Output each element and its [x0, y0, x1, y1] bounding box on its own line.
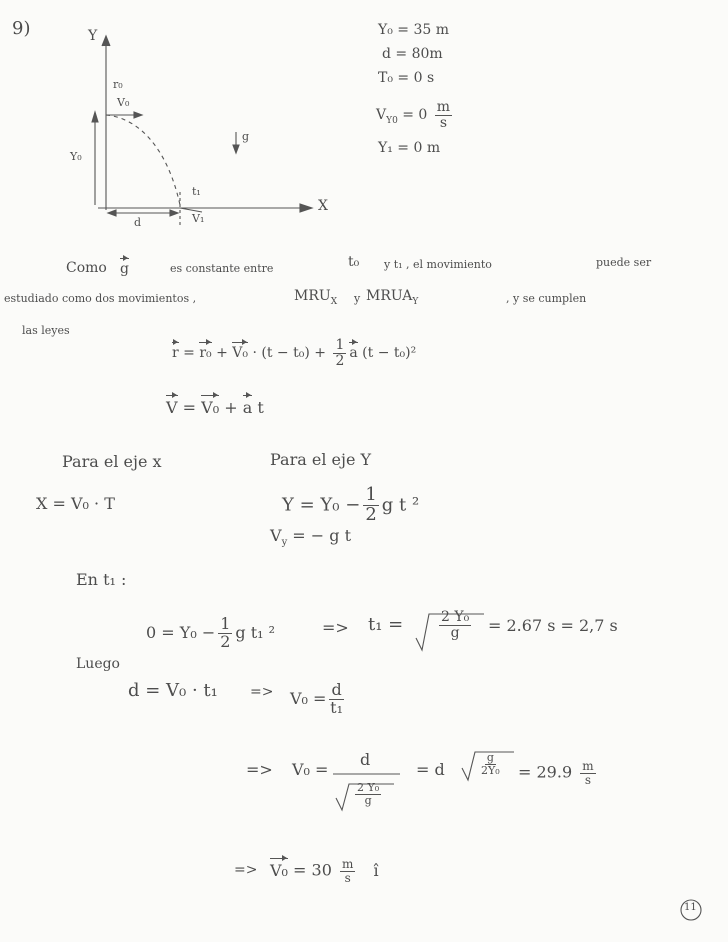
arrow-1: =>: [322, 618, 349, 637]
given-y0: Y₀ = 35 m: [378, 22, 450, 38]
law2-plus: +: [219, 398, 243, 417]
text-mru-label: MRU: [294, 288, 331, 304]
t1-value: = 2.67 s = 2,7 s: [488, 616, 618, 635]
arrow-3: =>: [246, 760, 273, 779]
law1-r0: r₀: [199, 345, 212, 362]
eq-a: 0 = Y₀ −: [146, 622, 216, 642]
text-mrua-label: MRUA: [366, 288, 413, 304]
text-mrua-sub: Y: [412, 296, 419, 307]
law2-v: V: [166, 398, 178, 417]
eq-d: = d: [416, 760, 445, 779]
law1-half-num: 1: [335, 337, 345, 353]
diagram-g-label: g: [242, 130, 250, 143]
diagram-y-axis-label: Y: [88, 28, 98, 44]
law1-a: a: [349, 345, 358, 362]
eq-half: [218, 616, 232, 651]
text-y: y: [354, 292, 361, 305]
t1-sqrt-fraction: [436, 610, 474, 640]
small-sqrt-den: 2Y₀: [481, 763, 500, 777]
given-vy0-unit-num: m: [436, 99, 451, 115]
y0-height-arrowhead: [92, 112, 98, 122]
text-se-cumplen: , y se cumplen: [506, 292, 587, 305]
big-sqrt-num: 2 Y₀: [357, 781, 380, 794]
v0-value: [518, 760, 599, 786]
final-direction: î: [373, 860, 379, 880]
vy-equation: [270, 526, 351, 548]
text-mru: [294, 288, 337, 307]
text-g-vector: g: [120, 261, 129, 277]
x-axis-equation: X = V₀ · T: [36, 494, 115, 513]
text-t0: t₀: [348, 254, 360, 270]
law2-eq: =: [177, 398, 202, 417]
text-puede-ser: puede ser: [596, 256, 652, 269]
arrow-2: =>: [250, 684, 274, 700]
text-es-constante: es constante entre: [170, 262, 274, 275]
given-vy0: [376, 100, 455, 130]
text-mru-sub: X: [330, 296, 338, 307]
v0-lhs: V₀ =: [290, 688, 327, 708]
law1-tail: (t − t₀)²: [357, 345, 417, 362]
final-unit-den: s: [344, 870, 351, 885]
law1-r: r: [172, 345, 179, 362]
big-sqrt-inner: [355, 782, 381, 806]
t1-lhs: t₁ =: [368, 614, 404, 635]
v0-frac-num: d: [331, 680, 342, 699]
y-axis-title: Para el eje Y: [270, 450, 372, 469]
t1-sqrt-den: g: [450, 624, 460, 641]
law1-half: [333, 338, 346, 368]
given-vy0-eq: = 0: [397, 107, 428, 124]
given-vy0-unit: [435, 100, 452, 130]
v0-arrowhead: [134, 112, 142, 118]
given-t0: T₀ = 0 s: [378, 70, 435, 86]
diagram-t1-label: t₁: [192, 185, 201, 198]
y-eq-a: Y = Y₀ −: [282, 494, 361, 516]
law-position: [172, 338, 416, 368]
given-vy0-unit-den: s: [439, 114, 448, 131]
given-vy0-sub: Y0: [386, 115, 398, 126]
final-result: [270, 858, 379, 884]
d-arrowhead-left: [108, 210, 116, 216]
trajectory-curve: [106, 115, 180, 205]
v0-lhs-2: V₀ =: [292, 760, 329, 779]
y-axis-arrowhead: [102, 36, 110, 46]
y-axis-equation: [282, 486, 419, 525]
eq-half-den: 2: [220, 631, 231, 651]
big-sqrt-den: g: [364, 793, 372, 807]
law1-v0: V₀: [232, 345, 249, 362]
law1-eq: =: [178, 345, 200, 362]
eq-b: g t₁ ²: [235, 622, 276, 642]
g-arrowhead: [233, 145, 239, 153]
diagram-d-label: d: [134, 216, 142, 229]
law2-a: a: [242, 398, 253, 417]
law-velocity: [166, 398, 264, 417]
t1-sqrt-frac: [439, 610, 471, 640]
x-axis-arrowhead: [300, 204, 312, 212]
eq-half-num: 1: [220, 614, 231, 633]
diagram-x-axis-label: X: [318, 198, 328, 214]
small-sqrt-inner: [481, 752, 500, 776]
y-eq-half: [363, 486, 378, 525]
small-sqrt-num: g: [486, 751, 494, 764]
diagram-v1-label: V₁: [192, 212, 205, 225]
big-frac-num: d: [360, 750, 371, 769]
vy-symbol: V: [270, 526, 282, 545]
law1-dot: · (t − t₀) +: [248, 345, 331, 362]
v0-equation: [290, 682, 347, 717]
d-equation: d = V₀ · t₁: [128, 680, 218, 701]
final-v0: V₀: [270, 860, 288, 880]
y-eq-half-num: 1: [365, 484, 377, 505]
law1-plus: +: [211, 345, 233, 362]
x-axis-title: Para el eje x: [62, 452, 162, 471]
problem-number: 9): [12, 18, 31, 39]
final-unit: [340, 858, 355, 884]
page-number: 11: [684, 902, 697, 913]
law1-half-den: 2: [335, 352, 345, 369]
v0-unit-den: s: [584, 772, 591, 787]
given-d: d = 80m: [382, 46, 443, 62]
t1-sqrt-num: 2 Y₀: [441, 609, 470, 625]
text-mrua: [366, 288, 418, 307]
law2-tail: t: [252, 398, 264, 417]
v0-unit-num: m: [582, 759, 594, 773]
en-t1-label: En t₁ :: [76, 570, 127, 589]
text-estudiado: estudiado como dos movimientos ,: [4, 292, 197, 305]
text-como: Como: [66, 260, 107, 276]
given-vy0-symbol: V: [376, 107, 387, 124]
v0-frac: [329, 682, 343, 717]
y-eq-half-den: 2: [365, 503, 377, 525]
given-y1: Y₁ = 0 m: [378, 140, 441, 156]
t1-equation: [146, 616, 275, 651]
text-las-leyes: las leyes: [22, 324, 70, 337]
v0-frac-den: t₁: [330, 697, 344, 717]
y-eq-b: g t ²: [381, 494, 420, 516]
v0-value-num: = 29.9: [518, 762, 573, 782]
vy-rest: = − g t: [287, 526, 352, 545]
arrow-4: =>: [234, 862, 258, 878]
vy-sub: y: [281, 537, 288, 549]
final-eq: = 30: [287, 860, 332, 880]
small-sqrt-frac: [478, 752, 503, 776]
diagram-v0-label: V₀: [117, 96, 130, 109]
diagram-r0-label: r₀: [113, 78, 123, 91]
v0-value-unit: [580, 760, 595, 786]
big-sqrt-frac: [352, 782, 384, 806]
luego-label: Luego: [76, 656, 120, 672]
diagram-y0-label: Y₀: [70, 150, 82, 163]
law2-v0: V₀: [201, 398, 220, 417]
final-unit-num: m: [342, 857, 354, 871]
text-movimiento: y t₁ , el movimiento: [384, 258, 492, 271]
d-arrowhead-right: [170, 210, 178, 216]
